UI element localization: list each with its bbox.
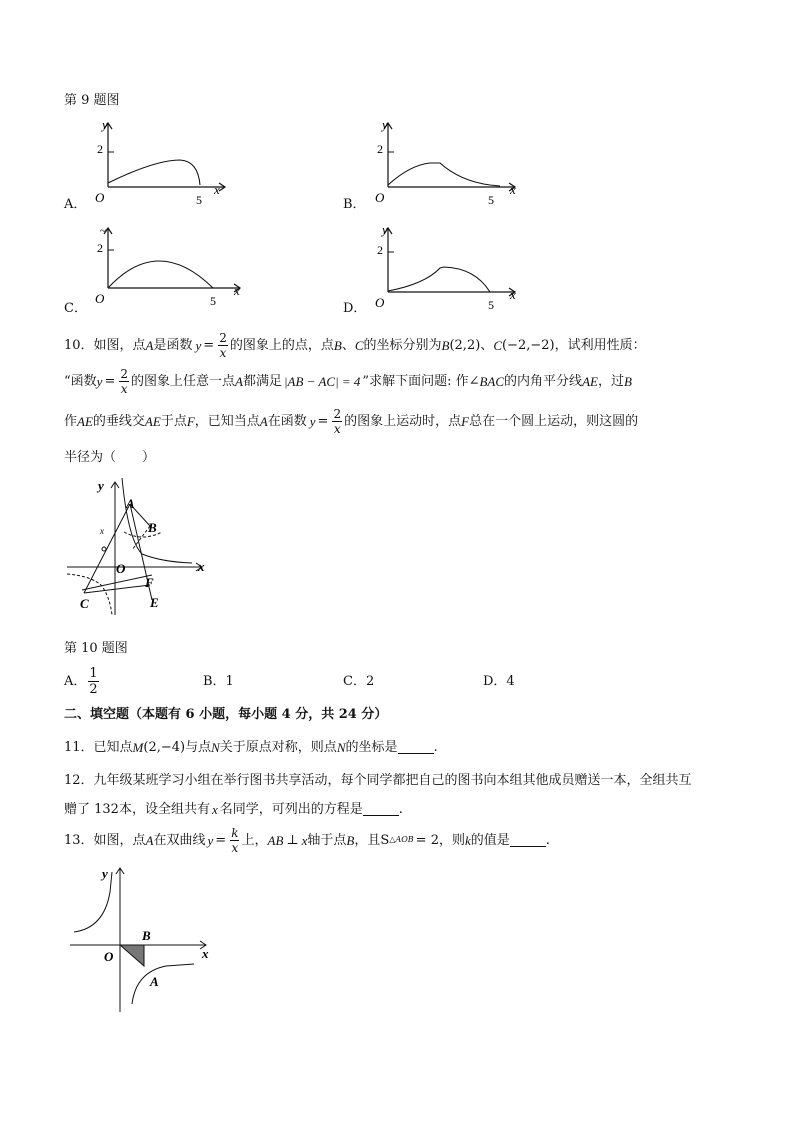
x-label: x (214, 182, 220, 197)
label-b: B (142, 928, 151, 943)
q11-text: 的坐标是 (345, 739, 398, 755)
y-label: y (102, 117, 108, 132)
x-label: x (198, 559, 205, 574)
q11-text: 11．已知点 (64, 739, 133, 755)
hyperbola-branch-2 (67, 574, 112, 615)
point-c: C (354, 337, 364, 353)
angle-bac: BAC (479, 373, 505, 389)
fraction-1-over-2: $\frac{1}{2}$ (89, 665, 98, 697)
q10-option-d[interactable]: D．4 (483, 674, 515, 689)
q10-text: 总在一个圆上运动，则这圆的 (469, 413, 639, 429)
segment-ac (84, 504, 130, 593)
y-tick-label: 2 (377, 243, 383, 257)
q13-text: = 2，则 (415, 832, 465, 848)
point-b: B (623, 373, 632, 389)
q9-graph-d (370, 222, 530, 317)
label-o: O (104, 949, 114, 964)
y-label: y (98, 478, 104, 493)
y-tick-label: 2 (97, 241, 103, 255)
fraction-k-over-x: $\frac{k}{x}$ (231, 825, 239, 855)
x-label: x (510, 182, 516, 197)
y-label: ~ (100, 225, 106, 237)
q10-text: 作 (64, 413, 78, 429)
point-marker (102, 547, 106, 551)
segment-ae: AE (144, 413, 161, 429)
var-y: y (195, 337, 202, 353)
q10-text: 于点 (160, 413, 187, 429)
q12-line-1: 12．九年级某班学习小组在举行图书共享活动，每个同学都把自己的图书向本组其他成员赠送一本，全组共互 (64, 773, 692, 788)
q10-text: ”求解下面问题: 作∠ (362, 373, 480, 389)
period: . (398, 801, 403, 817)
q10-figure (62, 470, 222, 620)
q10-text: 10．如图，点 (64, 337, 146, 353)
var-y: y (96, 373, 103, 389)
origin-label: O (95, 190, 105, 205)
q13-text: 在双曲线 (153, 832, 206, 848)
q12-text: 名同学，可列出的方程是 (219, 801, 363, 817)
point-m: M (132, 739, 144, 755)
q10-text: 在函数 (267, 413, 307, 429)
hyperbola-branch-1 (122, 478, 192, 563)
origin-label: O (375, 190, 385, 205)
q11-line (64, 738, 438, 756)
segment-ae: AE (77, 413, 93, 429)
label-f: F (145, 575, 154, 590)
q13-text: 13．如图，点 (64, 832, 146, 848)
equals: = (317, 413, 329, 429)
q10-text: 的坐标分别为 (363, 337, 442, 353)
q10-text: 的图象上任意一点 (130, 373, 235, 389)
var-x: x (301, 832, 308, 848)
q13-text: ，且 (354, 832, 381, 848)
hyperbola-branch-4th-quadrant (132, 964, 194, 1004)
point-f: F (461, 413, 470, 429)
curve (108, 261, 213, 288)
q10-text: ，过 (597, 373, 624, 389)
q9-graph-b (370, 115, 530, 215)
y-tick-label: 2 (377, 142, 383, 156)
q10-text: 都满足 (242, 373, 282, 389)
q13-figure (64, 862, 214, 1017)
q10-text: “函数 (64, 373, 97, 389)
curve (388, 267, 490, 292)
q9-graph-a (90, 115, 240, 215)
q10-text: ，试利用性质： (554, 337, 646, 353)
label-a: A (126, 496, 135, 511)
equals: = (104, 373, 116, 389)
q13-text: 的值是 (470, 832, 510, 848)
q9-option-d-letter[interactable]: D． (343, 301, 367, 316)
q10-line-2 (64, 366, 632, 396)
q9-graph-c (90, 222, 250, 317)
label-a: A (150, 974, 159, 989)
q10-text: 、 (480, 337, 494, 353)
var-k: k (464, 832, 471, 848)
point-c: C (493, 337, 502, 353)
answer-blank[interactable] (363, 803, 399, 816)
perp-symbol: ⊥ (286, 832, 299, 848)
q9-option-c-letter[interactable]: C． (64, 301, 87, 316)
point-n: N (211, 739, 220, 755)
point-b: B (333, 337, 342, 353)
q13-line (64, 824, 550, 856)
label-small-x: x (100, 526, 104, 536)
x-tick-label: 5 (210, 294, 216, 308)
y-label: y (102, 866, 108, 881)
y-label: y (382, 222, 388, 237)
x-tick-label: 5 (196, 193, 202, 207)
q13-text: 上， (241, 832, 268, 848)
q10-text: 的图象上运动时，点 (344, 413, 462, 429)
q10-option-b[interactable]: B．1 (203, 674, 234, 689)
section-2-heading: 二、填空题（本题有 6 小题，每小题 4 分，共 24 分） (64, 707, 388, 722)
point-n: N (336, 739, 346, 755)
coords-c: (−2,−2) (501, 337, 555, 353)
var-x: x (211, 801, 218, 817)
q10-text: 的内角平分线 (504, 373, 583, 389)
q9-option-b-letter[interactable]: B． (343, 197, 366, 212)
q10-text: 的垂线交 (92, 413, 145, 429)
point-a: A (145, 337, 154, 353)
coords-b: (2,2) (449, 337, 481, 353)
answer-blank[interactable] (510, 834, 546, 847)
point-b: B (346, 832, 355, 848)
x-label: x (510, 287, 516, 302)
curve (388, 163, 500, 186)
y-tick-label: 2 (97, 142, 103, 156)
q12-line-2 (64, 800, 403, 818)
fraction-2-over-x: $\frac{2}{x}$ (333, 406, 342, 436)
answer-blank[interactable] (398, 741, 434, 754)
label-e: E (150, 595, 159, 610)
point-f: F (186, 413, 195, 429)
equals: = (203, 337, 215, 353)
point-b: B (441, 337, 450, 353)
q11-text: 与点 (185, 739, 212, 755)
x-label: x (234, 283, 240, 298)
q10-option-a[interactable] (64, 664, 101, 698)
equals: = (215, 832, 227, 848)
abs-expression: |AB − AC| = 4 (283, 373, 361, 389)
point-a: A (145, 832, 154, 848)
area-subscript: △AOB (389, 835, 414, 844)
q10-text: 、 (341, 337, 355, 353)
var-y: y (207, 832, 214, 848)
curve (108, 160, 200, 185)
segment-ae: AE (582, 373, 598, 389)
segment-ab: AB (267, 832, 284, 848)
coords-m: (2,−4) (143, 739, 186, 755)
option-letter: A． (64, 673, 87, 689)
fraction-2-over-x: $\frac{2}{x}$ (219, 330, 227, 360)
x-tick-label: 5 (488, 193, 494, 207)
q12-text: 赠了 132本，设全组共有 (64, 801, 210, 817)
area-symbol: S (380, 832, 390, 848)
period: . (433, 739, 438, 755)
triangle-aob (120, 945, 144, 966)
origin-label: O (95, 291, 105, 306)
q13-text: 轴于点 (307, 832, 347, 848)
hyperbola-branch-2nd-quadrant (74, 872, 112, 932)
q9-caption: 第 9 题图 (64, 93, 120, 108)
q10-line-4: 半径为（ ） (64, 450, 156, 465)
q9-option-a-letter[interactable]: A． (64, 197, 87, 212)
q11-text: 关于原点对称，则点 (219, 739, 337, 755)
q10-line-3 (64, 406, 638, 436)
segment-cf (84, 585, 150, 593)
y-label: y (382, 117, 388, 132)
q10-option-c[interactable]: C．2 (343, 674, 375, 689)
label-o: O (116, 561, 126, 576)
label-b: B (148, 520, 157, 535)
x-tick-label: 5 (488, 298, 494, 312)
q10-caption: 第 10 题图 (64, 641, 128, 656)
q10-text: ，已知当点 (194, 413, 260, 429)
q10-line-1 (64, 330, 646, 360)
period: . (545, 832, 550, 848)
point-a: A (259, 413, 268, 429)
var-y: y (309, 413, 316, 429)
label-c: C (80, 596, 89, 611)
q10-text: 的图象上的点，点 (229, 337, 334, 353)
fraction-2-over-x: $\frac{2}{x}$ (120, 366, 128, 396)
point-a: A (235, 373, 243, 389)
origin-label: O (375, 295, 385, 310)
q10-text: 是函数 (153, 337, 193, 353)
x-label: x (202, 946, 209, 961)
